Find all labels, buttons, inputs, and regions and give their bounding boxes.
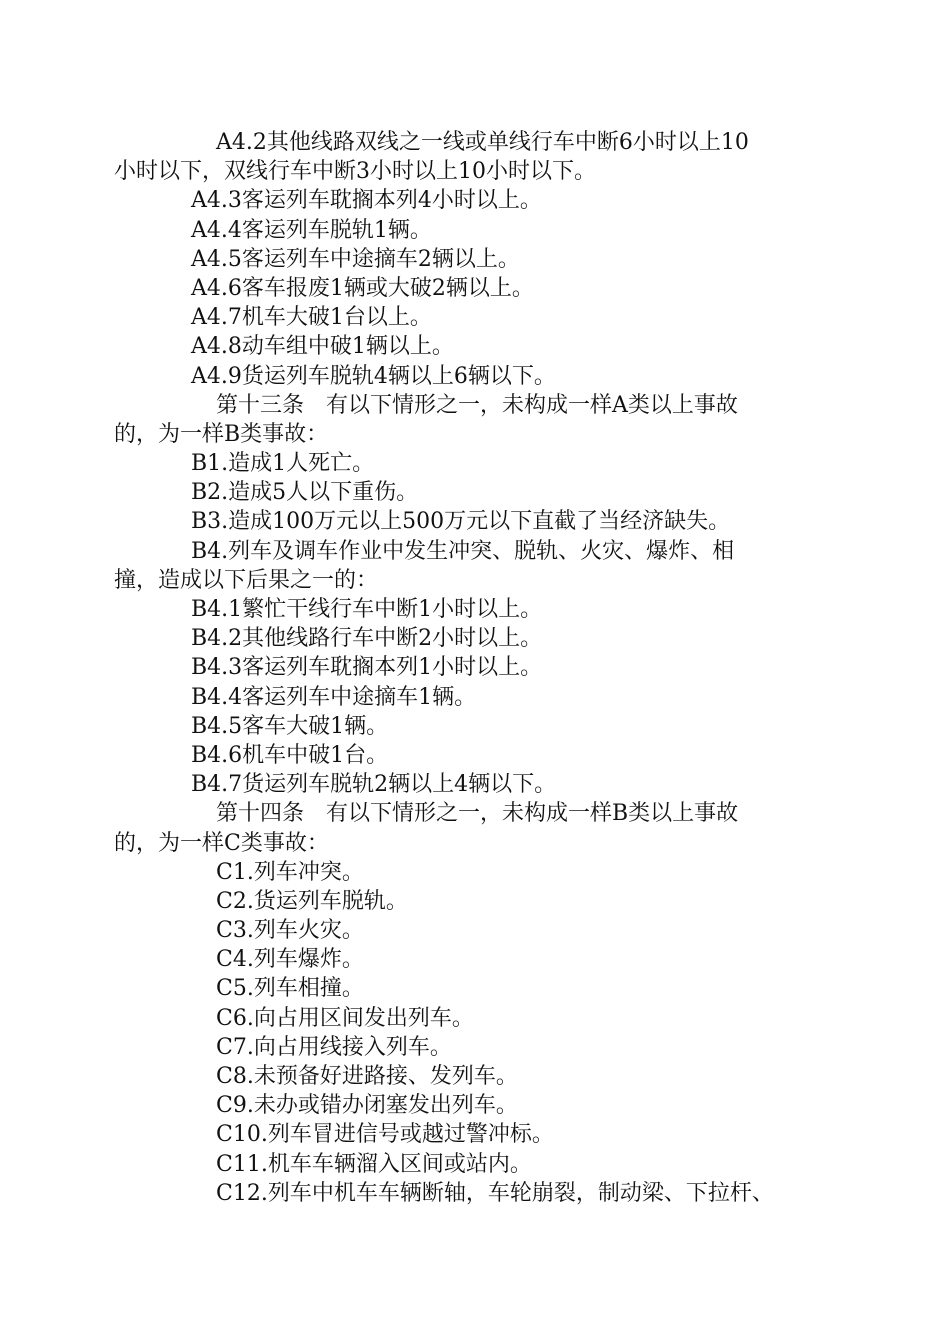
article-heading-13: 第十三条 有以下情形之一，未构成一样A类以上事故 (216, 392, 738, 418)
paragraph-line: 撞，造成以下后果之一的： (114, 567, 379, 593)
paragraph-line: 的，为一样C类事故： (114, 830, 329, 856)
paragraph-line: 的，为一样B类事故： (114, 421, 329, 447)
paragraph-line: A4.2其他线路双线之一线或单线行车中断6小时以上10 (216, 130, 749, 155)
list-item: C3.列车火灾。 (216, 918, 364, 944)
list-item: B4.3客运列车耽搁本列1小时以上。 (191, 655, 543, 681)
list-item: C5.列车相撞。 (216, 976, 364, 1002)
list-item: A4.8动车组中破1辆以上。 (191, 334, 454, 360)
paragraph-line: 小时以下，双线行车中断3小时以上10小时以下。 (114, 159, 596, 185)
list-item: B2.造成5人以下重伤。 (191, 480, 419, 506)
list-item: A4.9货运列车脱轨4辆以上6辆以下。 (191, 363, 556, 389)
list-item: C6.向占用区间发出列车。 (216, 1005, 474, 1031)
list-item: C9.未办或错办闭塞发出列车。 (216, 1093, 518, 1119)
list-item: C7.向占用线接入列车。 (216, 1034, 452, 1060)
list-item: B4.5客车大破1辆。 (191, 713, 389, 739)
list-item: B4.1繁忙干线行车中断1小时以上。 (191, 597, 543, 622)
list-item: C11.机车车辆溜入区间或站内。 (216, 1151, 532, 1177)
list-item: C4.列车爆炸。 (216, 947, 364, 973)
document-body (114, 128, 844, 1208)
list-item: A4.3客运列车耽搁本列4小时以上。 (191, 188, 542, 214)
article-heading-14: 第十四条 有以下情形之一，未构成一样B类以上事故 (216, 801, 739, 827)
list-item: B4.列车及调车作业中发生冲突、脱轨、火灾、爆炸、相 (191, 538, 735, 564)
list-item: B1.造成1人死亡。 (191, 451, 375, 477)
list-item: C8.未预备好进路接、发列车。 (216, 1064, 518, 1089)
list-item: B4.4客运列车中途摘车1辆。 (191, 684, 477, 710)
list-item: A4.5客运列车中途摘车2辆以上。 (191, 246, 520, 272)
list-item: B4.7货运列车脱轨2辆以上4辆以下。 (191, 772, 557, 798)
list-item: B4.2其他线路行车中断2小时以上。 (191, 626, 543, 652)
list-item: B4.6机车中破1台。 (191, 742, 389, 768)
list-item: C12.列车中机车车辆断轴，车轮崩裂，制动梁、下拉杆、 (216, 1180, 774, 1206)
list-item: C1.列车冲突。 (216, 859, 364, 885)
list-item: A4.7机车大破1台以上。 (191, 305, 432, 331)
list-item: A4.6客车报废1辆或大破2辆以上。 (191, 275, 534, 301)
list-item: C2.货运列车脱轨。 (216, 888, 408, 914)
list-item: A4.4客运列车脱轨1辆。 (191, 217, 432, 243)
list-item: B3.造成100万元以上500万元以下直截了当经济缺失。 (191, 509, 731, 535)
list-item: C10.列车冒进信号或越过警冲标。 (216, 1122, 554, 1148)
